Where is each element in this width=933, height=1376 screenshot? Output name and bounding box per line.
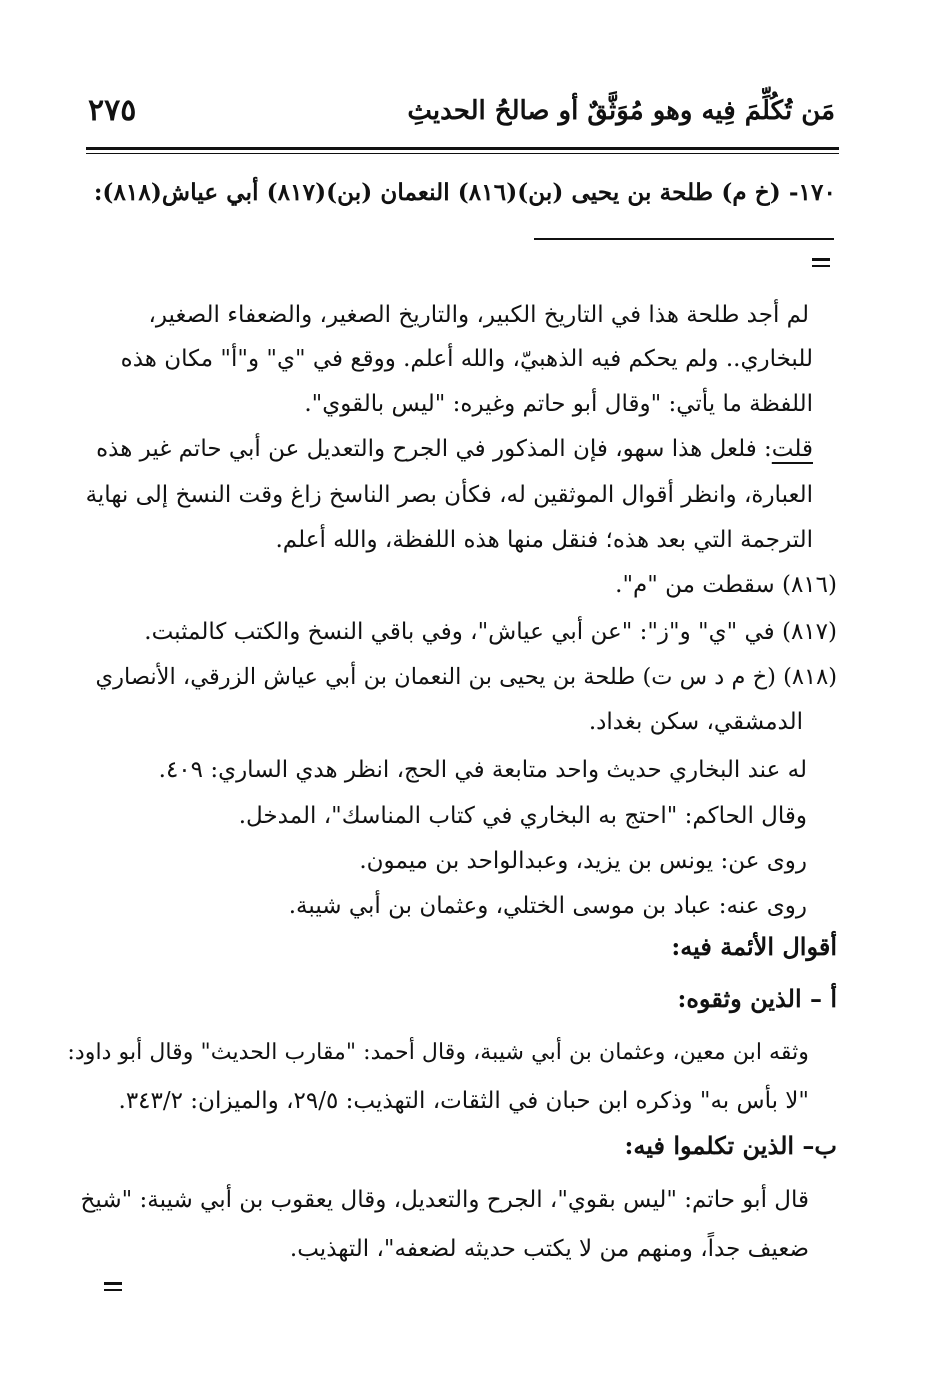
- page-number: ٢٧٥: [88, 93, 137, 128]
- entry-title: ١٧٠- (خ م) طلحة بن يحيى (بن)(٨١٦) النعمان (بن)(٨١٧) أبي عياش(٨١٨):: [93, 179, 836, 206]
- note-line: لم أجد طلحة هذا في التاريخ الكبير، والتاريخ الصغير، والضعفاء الصغير،: [148, 302, 809, 328]
- detail-line: وقال الحاكم: "احتج به البخاري في كتاب المناسك"، المدخل.: [238, 803, 807, 829]
- critics-line: ضعيف جداً، ومنهم من لا يكتب حديثه لضعفه"، التهذيب.: [289, 1236, 809, 1262]
- note-line: اللفظة ما يأتي: "وقال أبو حاتم وغيره: "ليس بالقوي".: [304, 391, 813, 417]
- imams-heading: أقوال الأئمة فيه:: [671, 932, 837, 961]
- running-title: مَن تُكُلِّمَ فِيه وهو مُوَثَّقٌ أو صالحُ الحديثِ: [407, 96, 835, 126]
- footnote-817: (٨١٧) في "ي" و"ز": "عن أبي عياش"، وفي باقي النسخ والكتب كالمثبت.: [144, 619, 837, 645]
- detail-line: روى عنه: عباد بن موسى الختلي، وعثمان بن أبي شيبة.: [288, 893, 807, 919]
- qultu-line: الترجمة التي بعد هذه؛ فنقل منها هذه اللفظة، والله أعلم.: [275, 527, 813, 553]
- trusted-line: وثقه ابن معين، وعثمان بن أبي شيبة، وقال أحمد: "مقارب الحديث" وقال أبو داود:: [67, 1039, 809, 1065]
- trusted-heading: أ – الذين وثقوه:: [677, 984, 837, 1013]
- critics-heading: ب– الذين تكلموا فيه:: [624, 1131, 837, 1160]
- continuation-mark: [812, 258, 830, 267]
- header-rule-thin: [86, 153, 839, 154]
- footnote-818-cont: الدمشقي، سكن بغداد.: [588, 709, 803, 735]
- qultu-label: قلت: [771, 436, 813, 462]
- footnote-818: (٨١٨) (خ م د س ت) طلحة بن يحيى بن النعمان بن أبي عياش الزرقي، الأنصاري: [95, 664, 837, 690]
- note-line: للبخاري.. ولم يحكم فيه الذهبيّ، والله أعلم. ووقع في "ي" و"أ" مكان هذه: [120, 346, 813, 372]
- detail-line: له عند البخاري حديث واحد متابعة في الحج، انظر هدي الساري: ٤٠٩.: [158, 757, 807, 783]
- qultu-line: العبارة، وانظر أقوال الموثقين له، فكأن بصر الناسخ زاغ وقت النسخ إلى نهاية: [85, 482, 813, 508]
- critics-line: قال أبو حاتم: "ليس بقوي"، الجرح والتعديل، وقال يعقوب بن أبي شيبة: "شيخ: [80, 1187, 809, 1213]
- trusted-line: "لا بأس به" وذكره ابن حبان في الثقات، التهذيب: ٢٩/٥، والميزان: ٣٤٣/٢.: [118, 1088, 809, 1114]
- footnote-816: (٨١٦) سقطت من "م".: [615, 572, 837, 598]
- qultu-line: [96, 434, 813, 464]
- detail-line: روى عن: يونس بن يزيد، وعبدالواحد بن ميمون.: [359, 848, 807, 874]
- footnote-separator: [534, 238, 834, 240]
- qultu-text: : فلعل هذا سهو، فإن المذكور في الجرح والتعديل عن أبي حاتم غير هذه: [96, 436, 772, 462]
- end-mark: [104, 1282, 122, 1291]
- header-rule-thick: [86, 147, 839, 150]
